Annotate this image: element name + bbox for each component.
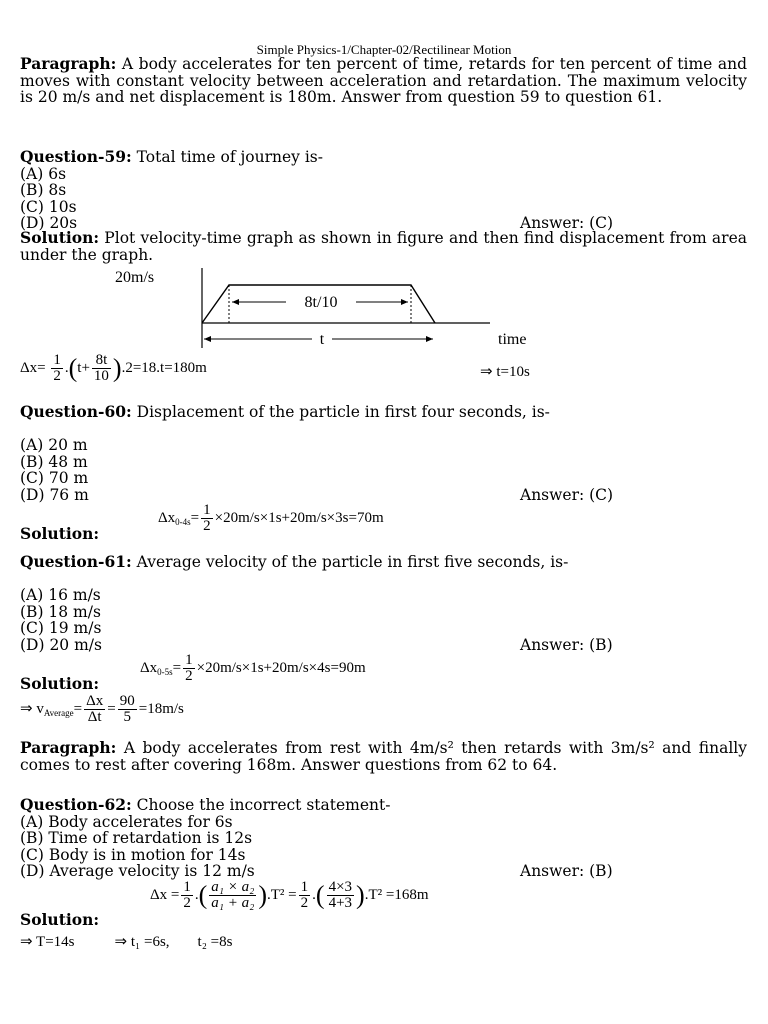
equation-61b: [20, 694, 184, 725]
question-60: [20, 404, 747, 421]
denominator: 4+3: [328, 895, 353, 911]
eq-text: Δx: [158, 509, 176, 526]
equation-60: [158, 503, 384, 534]
fraction: [209, 880, 256, 911]
fraction: [183, 653, 195, 684]
fraction: [51, 353, 63, 384]
eq-text: =: [73, 700, 83, 717]
arrowhead: [401, 299, 408, 305]
fraction: [201, 503, 213, 534]
arrowhead: [426, 336, 433, 342]
solution-label: Solution:: [20, 674, 100, 693]
option-a: (A) 16 m/s: [20, 586, 101, 604]
t-label: t: [319, 331, 325, 348]
denominator: Δt: [87, 709, 102, 725]
paren: ): [258, 880, 268, 910]
equation-59-result: ⇒ t=10s: [480, 364, 530, 380]
eq-text: =: [190, 509, 200, 526]
paren: (: [315, 880, 325, 910]
denominator: 2: [203, 518, 211, 534]
eq-text: ⇒ T=14s: [20, 934, 75, 950]
option-b: (B) Time of retardation is 12s: [20, 829, 253, 848]
fraction: [118, 694, 137, 725]
flat-label: 8t/10: [304, 294, 338, 311]
options-60: [20, 437, 747, 503]
velocity-time-graph: [0, 262, 768, 352]
question-text: Average velocity of the particle in first five seconds, is-: [131, 553, 569, 571]
numerator: 90: [119, 693, 135, 709]
paragraph-text: A body accelerates for ten percent of time, retards for ten percent of time and moves with constant velocity between acceleration and retardation. The maximum velocity is 20 m/s and net displacement is 180m. Answer from question 59 to question 61.: [20, 55, 747, 107]
question-61: [20, 554, 747, 571]
eq-text: .T² =: [267, 886, 297, 903]
page-header: Simple Physics-1/Chapter-02/Rectilinear Motion: [256, 42, 512, 57]
denominator: 2: [183, 895, 191, 911]
eq-text: Δx: [140, 659, 158, 676]
eq-text: =: [172, 659, 182, 676]
equation-59: [20, 353, 207, 384]
eq-text: Δx =: [150, 886, 180, 903]
solution-label: Solution:: [20, 524, 100, 543]
paren: (: [68, 353, 78, 383]
question-62: [20, 797, 747, 880]
option-c: (C) 70 m: [20, 469, 89, 488]
paragraph-text: A body accelerates from rest with 4m/s² then retards with 3m/s² and finally comes to rest after covering 168m. Answer questions from 62 to 64.: [20, 739, 747, 774]
eq-text: ⇒ t₁ =6s,: [114, 934, 170, 950]
numerator: 1: [300, 879, 309, 895]
equation-62-final: [20, 932, 232, 951]
eq-text: =18m/s: [138, 700, 184, 717]
question-text: Displacement of the particle in first four seconds, is-: [131, 403, 550, 421]
denominator: 2: [53, 368, 61, 384]
option-c: (C) 10s: [20, 197, 77, 216]
option-b: (B) 8s: [20, 181, 67, 200]
question-label: Question-60:: [20, 402, 132, 421]
numerator: Δx: [86, 693, 104, 709]
option-b: (B) 48 m: [20, 452, 88, 471]
denominator: 2: [185, 668, 193, 684]
solution-59: [20, 230, 747, 263]
equation-61a: [140, 653, 366, 684]
dot: .: [64, 359, 69, 376]
option-d: (D) 20 m/s: [20, 635, 102, 654]
option-d: (D) Average velocity is 12 m/s: [20, 862, 255, 881]
subscript: Average: [43, 707, 74, 718]
solution-label: Solution:: [20, 228, 100, 247]
solution-label: Solution:: [20, 910, 100, 929]
fraction: [92, 353, 111, 384]
vmax-label: 20m/s: [115, 269, 155, 286]
option-a: (A) 20 m: [20, 436, 88, 454]
paren: ): [356, 880, 365, 910]
eq-text: ×20m/s×1s+20m/s×3s=70m: [214, 509, 384, 526]
answer: Answer: (B): [520, 862, 613, 881]
paragraph-label: Paragraph:: [20, 738, 117, 757]
eq-text: t+: [77, 359, 90, 376]
subscript: 0-4s: [175, 516, 191, 527]
question-label: Question-59:: [20, 147, 132, 166]
eq-text: ×20m/s×1s+20m/s×4s=90m: [196, 659, 366, 676]
time-axis-label: time: [498, 331, 527, 348]
fraction: [327, 880, 354, 911]
denominator: a₁ + a₂: [211, 895, 255, 911]
denominator: 10: [93, 368, 109, 384]
paragraph-label: Paragraph:: [20, 54, 117, 73]
subscript: 0-5s: [157, 666, 173, 677]
denominator: 5: [123, 709, 131, 725]
fraction: [84, 694, 105, 725]
eq-text: Δx=: [20, 359, 46, 376]
denominator: 2: [300, 895, 309, 911]
eq-text: .T² =168m: [364, 886, 429, 903]
arrowhead: [232, 299, 239, 305]
option-c: (C) 19 m/s: [20, 619, 102, 638]
eq-text: .2=18.t=180m: [121, 359, 207, 376]
dot: .: [312, 886, 316, 903]
numerator: 1: [183, 879, 191, 895]
numerator: 1: [53, 352, 61, 368]
option-a: (A) 6s: [20, 164, 67, 183]
numerator: a₁ × a₂: [211, 879, 255, 895]
option-d: (D) 76 m: [20, 485, 89, 504]
eq-text: ⇒ v: [20, 700, 44, 717]
numerator: 1: [185, 652, 193, 668]
question-label: Question-62:: [20, 795, 132, 814]
dot: .: [194, 886, 199, 903]
options-61: [20, 587, 747, 653]
paren: ): [112, 353, 122, 383]
question-text: Total time of journey is-: [131, 148, 323, 166]
paragraph-1: [20, 56, 747, 106]
fraction: [299, 880, 311, 911]
option-b: (B) 18 m/s: [20, 602, 101, 621]
answer: Answer: (C): [520, 214, 614, 233]
equation-62: [150, 880, 429, 911]
arrowhead: [204, 336, 211, 342]
numerator: 8t: [92, 353, 111, 369]
question-text: Choose the incorrect statement-: [131, 796, 391, 814]
eq-text: t₂ =8s: [197, 934, 233, 950]
question-label: Question-61:: [20, 552, 132, 571]
option-a: (A) Body accelerates for 6s: [20, 812, 233, 831]
answer: Answer: (C): [520, 485, 614, 504]
option-d: (D) 20s: [20, 214, 78, 233]
answer: Answer: (B): [520, 635, 613, 654]
numerator: 4×3: [328, 879, 353, 895]
numerator: 1: [203, 502, 211, 518]
question-59: [20, 149, 747, 232]
solution-text: Plot velocity-time graph as shown in figure and then find displacement from area under the graph.: [20, 229, 747, 264]
fraction: [181, 880, 193, 911]
paren: (: [198, 880, 208, 910]
paragraph-2: [20, 740, 747, 773]
eq-text: =: [107, 700, 116, 717]
option-c: (C) Body is in motion for 14s: [20, 845, 246, 864]
